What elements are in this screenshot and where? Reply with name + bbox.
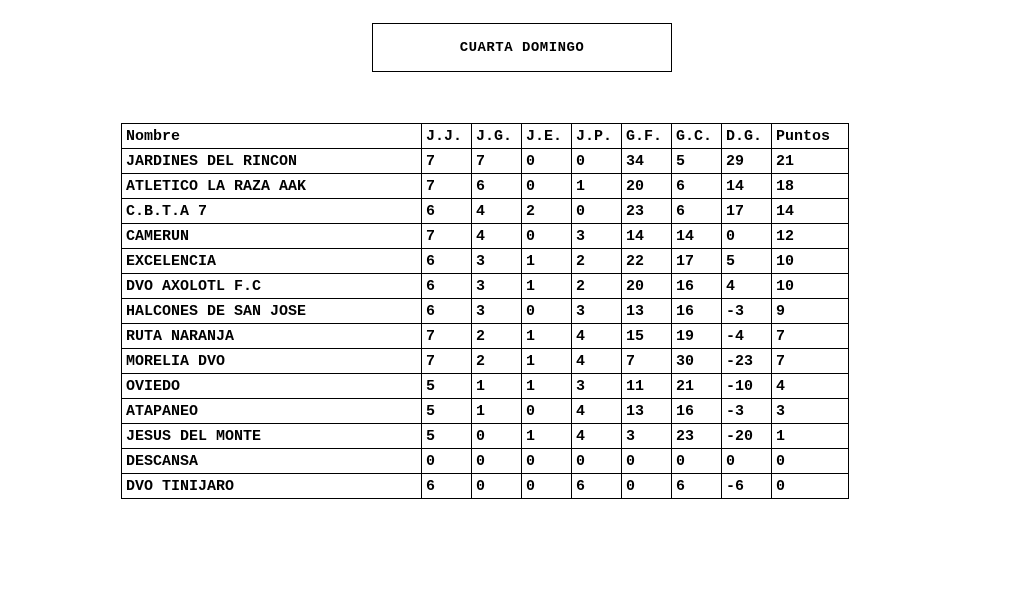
cell-je: 0 bbox=[522, 399, 572, 424]
cell-jp: 6 bbox=[572, 474, 622, 499]
cell-jp: 4 bbox=[572, 399, 622, 424]
cell-dg: 5 bbox=[722, 249, 772, 274]
cell-jp: 3 bbox=[572, 299, 622, 324]
cell-gc: 23 bbox=[672, 424, 722, 449]
cell-jg: 0 bbox=[472, 449, 522, 474]
cell-dg: -3 bbox=[722, 399, 772, 424]
cell-jg: 2 bbox=[472, 349, 522, 374]
cell-gc: 14 bbox=[672, 224, 722, 249]
header-puntos: Puntos bbox=[772, 124, 849, 149]
cell-puntos: 9 bbox=[772, 299, 849, 324]
cell-dg: 14 bbox=[722, 174, 772, 199]
cell-puntos: 12 bbox=[772, 224, 849, 249]
cell-puntos: 10 bbox=[772, 274, 849, 299]
cell-gc: 19 bbox=[672, 324, 722, 349]
cell-jp: 4 bbox=[572, 324, 622, 349]
cell-jg: 1 bbox=[472, 399, 522, 424]
cell-gf: 34 bbox=[622, 149, 672, 174]
header-gc: G.C. bbox=[672, 124, 722, 149]
cell-je: 0 bbox=[522, 449, 572, 474]
cell-puntos: 1 bbox=[772, 424, 849, 449]
cell-jg: 3 bbox=[472, 274, 522, 299]
cell-gc: 16 bbox=[672, 399, 722, 424]
table-row bbox=[122, 449, 849, 474]
table-row bbox=[122, 324, 849, 349]
cell-nombre: ATLETICO LA RAZA AAK bbox=[122, 174, 422, 199]
cell-gf: 23 bbox=[622, 199, 672, 224]
cell-dg: 17 bbox=[722, 199, 772, 224]
cell-gf: 3 bbox=[622, 424, 672, 449]
cell-gf: 20 bbox=[622, 174, 672, 199]
cell-nombre: JARDINES DEL RINCON bbox=[122, 149, 422, 174]
cell-gc: 16 bbox=[672, 274, 722, 299]
cell-jg: 2 bbox=[472, 324, 522, 349]
cell-nombre: EXCELENCIA bbox=[122, 249, 422, 274]
cell-jp: 2 bbox=[572, 249, 622, 274]
table-row bbox=[122, 249, 849, 274]
cell-nombre: DVO AXOLOTL F.C bbox=[122, 274, 422, 299]
cell-jg: 3 bbox=[472, 299, 522, 324]
table-row bbox=[122, 374, 849, 399]
table-header-row bbox=[122, 124, 849, 149]
table-row bbox=[122, 299, 849, 324]
table-row bbox=[122, 424, 849, 449]
cell-jg: 7 bbox=[472, 149, 522, 174]
cell-jp: 0 bbox=[572, 149, 622, 174]
cell-dg: -10 bbox=[722, 374, 772, 399]
cell-gc: 17 bbox=[672, 249, 722, 274]
cell-nombre: C.B.T.A 7 bbox=[122, 199, 422, 224]
cell-gf: 7 bbox=[622, 349, 672, 374]
cell-gc: 6 bbox=[672, 474, 722, 499]
cell-jp: 1 bbox=[572, 174, 622, 199]
cell-gf: 0 bbox=[622, 474, 672, 499]
header-dg: D.G. bbox=[722, 124, 772, 149]
table-row bbox=[122, 474, 849, 499]
cell-gf: 20 bbox=[622, 274, 672, 299]
cell-dg: -23 bbox=[722, 349, 772, 374]
cell-jj: 5 bbox=[422, 374, 472, 399]
cell-nombre: JESUS DEL MONTE bbox=[122, 424, 422, 449]
header-nombre: Nombre bbox=[122, 124, 422, 149]
cell-jj: 7 bbox=[422, 149, 472, 174]
cell-je: 0 bbox=[522, 224, 572, 249]
cell-nombre: HALCONES DE SAN JOSE bbox=[122, 299, 422, 324]
cell-jg: 1 bbox=[472, 374, 522, 399]
cell-je: 1 bbox=[522, 424, 572, 449]
table-row bbox=[122, 224, 849, 249]
header-jp: J.P. bbox=[572, 124, 622, 149]
header-gf: G.F. bbox=[622, 124, 672, 149]
cell-gf: 13 bbox=[622, 399, 672, 424]
cell-gc: 0 bbox=[672, 449, 722, 474]
table-row bbox=[122, 399, 849, 424]
cell-puntos: 0 bbox=[772, 449, 849, 474]
cell-jp: 2 bbox=[572, 274, 622, 299]
cell-je: 1 bbox=[522, 374, 572, 399]
page-title-box bbox=[372, 23, 672, 72]
cell-puntos: 3 bbox=[772, 399, 849, 424]
table-row bbox=[122, 149, 849, 174]
cell-dg: 0 bbox=[722, 449, 772, 474]
cell-dg: 0 bbox=[722, 224, 772, 249]
cell-jp: 4 bbox=[572, 349, 622, 374]
cell-gf: 11 bbox=[622, 374, 672, 399]
cell-jg: 4 bbox=[472, 199, 522, 224]
cell-gc: 6 bbox=[672, 174, 722, 199]
cell-puntos: 14 bbox=[772, 199, 849, 224]
cell-jj: 7 bbox=[422, 224, 472, 249]
cell-dg: -4 bbox=[722, 324, 772, 349]
cell-gc: 30 bbox=[672, 349, 722, 374]
cell-je: 1 bbox=[522, 349, 572, 374]
cell-je: 0 bbox=[522, 474, 572, 499]
cell-jj: 7 bbox=[422, 349, 472, 374]
cell-je: 0 bbox=[522, 174, 572, 199]
cell-jg: 0 bbox=[472, 424, 522, 449]
cell-je: 0 bbox=[522, 149, 572, 174]
cell-jg: 6 bbox=[472, 174, 522, 199]
standings-table bbox=[121, 123, 849, 499]
cell-jj: 6 bbox=[422, 474, 472, 499]
cell-jg: 3 bbox=[472, 249, 522, 274]
cell-gc: 5 bbox=[672, 149, 722, 174]
cell-je: 1 bbox=[522, 324, 572, 349]
cell-gf: 13 bbox=[622, 299, 672, 324]
cell-dg: -6 bbox=[722, 474, 772, 499]
cell-nombre: MORELIA DVO bbox=[122, 349, 422, 374]
cell-puntos: 18 bbox=[772, 174, 849, 199]
table-row bbox=[122, 349, 849, 374]
cell-gc: 6 bbox=[672, 199, 722, 224]
cell-puntos: 10 bbox=[772, 249, 849, 274]
table-row bbox=[122, 274, 849, 299]
cell-gf: 15 bbox=[622, 324, 672, 349]
cell-jj: 7 bbox=[422, 174, 472, 199]
cell-nombre: RUTA NARANJA bbox=[122, 324, 422, 349]
cell-puntos: 7 bbox=[772, 324, 849, 349]
cell-gf: 0 bbox=[622, 449, 672, 474]
cell-dg: 4 bbox=[722, 274, 772, 299]
cell-dg: -20 bbox=[722, 424, 772, 449]
table-row bbox=[122, 199, 849, 224]
cell-je: 0 bbox=[522, 299, 572, 324]
table-row bbox=[122, 174, 849, 199]
cell-puntos: 21 bbox=[772, 149, 849, 174]
cell-jj: 6 bbox=[422, 299, 472, 324]
cell-jp: 0 bbox=[572, 449, 622, 474]
cell-gc: 16 bbox=[672, 299, 722, 324]
cell-je: 1 bbox=[522, 249, 572, 274]
cell-je: 2 bbox=[522, 199, 572, 224]
cell-jj: 6 bbox=[422, 274, 472, 299]
cell-dg: -3 bbox=[722, 299, 772, 324]
cell-jj: 6 bbox=[422, 249, 472, 274]
cell-jj: 0 bbox=[422, 449, 472, 474]
cell-gc: 21 bbox=[672, 374, 722, 399]
cell-puntos: 4 bbox=[772, 374, 849, 399]
cell-je: 1 bbox=[522, 274, 572, 299]
cell-nombre: OVIEDO bbox=[122, 374, 422, 399]
cell-jp: 4 bbox=[572, 424, 622, 449]
cell-nombre: ATAPANEO bbox=[122, 399, 422, 424]
cell-nombre: CAMERUN bbox=[122, 224, 422, 249]
cell-jp: 0 bbox=[572, 199, 622, 224]
cell-jg: 0 bbox=[472, 474, 522, 499]
cell-jj: 5 bbox=[422, 399, 472, 424]
cell-gf: 14 bbox=[622, 224, 672, 249]
cell-jj: 6 bbox=[422, 199, 472, 224]
cell-jp: 3 bbox=[572, 374, 622, 399]
cell-jj: 5 bbox=[422, 424, 472, 449]
cell-jj: 7 bbox=[422, 324, 472, 349]
cell-dg: 29 bbox=[722, 149, 772, 174]
cell-puntos: 0 bbox=[772, 474, 849, 499]
cell-nombre: DVO TINIJARO bbox=[122, 474, 422, 499]
header-jg: J.G. bbox=[472, 124, 522, 149]
cell-puntos: 7 bbox=[772, 349, 849, 374]
cell-jp: 3 bbox=[572, 224, 622, 249]
header-je: J.E. bbox=[522, 124, 572, 149]
cell-gf: 22 bbox=[622, 249, 672, 274]
cell-nombre: DESCANSA bbox=[122, 449, 422, 474]
cell-jg: 4 bbox=[472, 224, 522, 249]
header-jj: J.J. bbox=[422, 124, 472, 149]
table-body bbox=[122, 149, 849, 499]
page-title: CUARTA DOMINGO bbox=[459, 39, 585, 56]
